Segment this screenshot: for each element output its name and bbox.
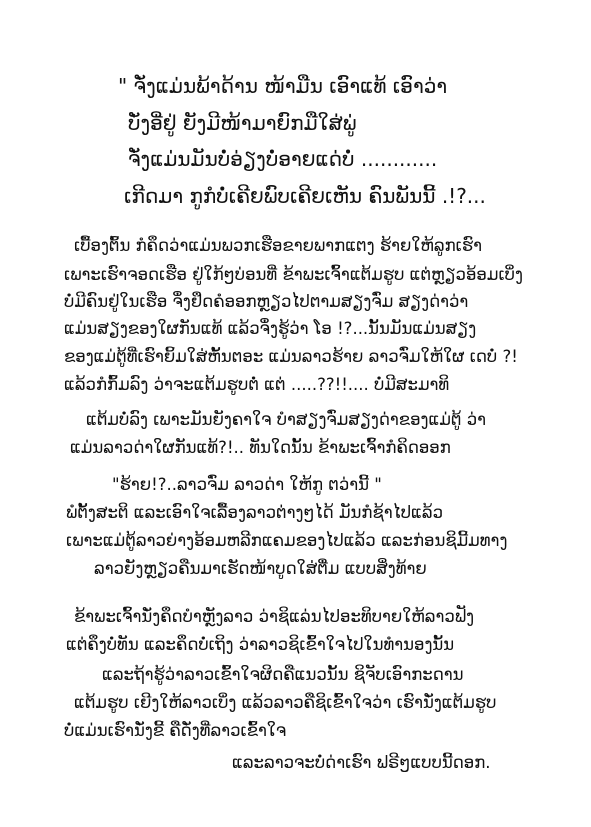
paragraph-2-quote: "ຮ້າຍ!?..ລາວຈົ່ມ ລາວດ່າ ໃຫ້ກູ ຕວ່ານີ້ " bbox=[112, 475, 382, 494]
paragraph-3-line-3: ແລະຖ້າຮູ້ວ່າລາວເຂົ້າໃຈຜິດຄືແນວນັ້ນ ຊິຈັບເອົາກະດານ bbox=[102, 665, 464, 684]
paragraph-1-line-3: ບໍ່ມີຄົນຢູ່ໃນເຮືອ ຈຶ່ງຢຶດຄໍອອກຫຼຽວໄປຕາມສຽງຈົ່ມ ສຽງດ່າວ່າ bbox=[64, 292, 469, 311]
paragraph-3-line-2: ແຕ່ຄຶງບໍ່ທັນ ແລະຄຶດບໍ່ເຖິງ ວ່າລາວຊິເຂົ້າໃຈໄປໃນທຳນອງນັ້ນ bbox=[66, 635, 455, 654]
poem-line-3: ຈັ່ງແມ່ນມັນບໍ່ອ່ຽງບໍ່ອາຍແດ່ບໍ່ ............ bbox=[128, 147, 438, 171]
paragraph-3-line-6: ແລະລາວຈະບໍ່ດ່າເຮົາ ຟຣີໆແບບນີ້ດອກ. bbox=[232, 753, 491, 772]
paragraph-1-line-4: ແມ່ນສຽງຂອງໃຜກັນແທ້ ແລ້ວຈຶ່ງຮູ້ວ່າ ໂອ !?...ນັ້ນມັນແມ່ນສຽງ bbox=[64, 319, 477, 338]
poem-line-2: ບັ່ງອີ່ຢູ່ ຍັງມີໜ້າມາຍົກມືໃສ່ພູ່ bbox=[128, 111, 357, 135]
paragraph-1-line-7: ແຕ້ມບໍ່ລົງ ເພາະມັນຍັງຄາໃຈ ບຳສຽງຈົ່ມສຽງດ່າຂອງແມ່ຕູ້ ວ່າ bbox=[86, 410, 487, 429]
paragraph-2-line-3: ລາວຍັງຫຼຽວຄືນມາເຮັດໜ້າບູດໃສ່ຕື່ມ ແບບສິ່ງທ້າຍ bbox=[94, 559, 427, 578]
paragraph-1-line-5: ຂອງແມ່ຕູ້ທີ່ເຮົາຍິ້ມໃສ່ຫັ້ນຕອະ ແມ່ນລາວຮ້າຍ ລາວຈົ່ມໃຫ້ໃຜ ເດບໍ່ ?! bbox=[64, 347, 518, 366]
paragraph-1-line-6: ແລ້ວກໍກົ້ມລົງ ວ່າຈະແຕ້ມຮູບຕໍ່ ແຕ່ .....??!!.... ບໍ່ມີສະມາທິ bbox=[64, 375, 450, 394]
paragraph-2-line-1: ພໍຕັ້ງສະຕິ ແລະເອົາໃຈເລື້ອງລາວຕ່າງໆໄດ້ ມັນກໍຊ້າໄປແລ້ວ bbox=[66, 503, 444, 522]
poem-line-1: " ຈັ່ງແມ່ນພ້າດ້ານ ໜ້າມືນ ເອົາແທ້ ເອົາວ່າ bbox=[118, 74, 448, 98]
paragraph-3-line-4: ແຕ້ມຮູບ ເຍີງໃຫ້ລາວເບິ່ງ ແລ້ວລາວຄືຊິເຂົ້າໃຈວ່າ ເຮົານັ່ງແຕ້ມຮູບ bbox=[74, 693, 497, 712]
poem-line-4: ເກີດມາ ກູກໍບໍ່ເຄີຍພົບເຄີຍເຫັນ ຄົນພັນນີ້ .!?... bbox=[124, 184, 486, 208]
paragraph-1-line-2: ເພາະເຮົາຈອດເຮືອ ຢູ່ໃກ້ໆບ່ອນທີ່ ຂ້າພະເຈົ້າແຕ້ມຮູບ ແຕ່ຫຼຽວອ້ອມເບິ່ງ bbox=[64, 265, 523, 284]
paragraph-3-line-1: ຂ້າພະເຈົ້ານັ່ງຄຶດບຳຫຼັງລາວ ວ່າຊິແລ່ນໄປອະທິບາຍໃຫ້ລາວຟັງ bbox=[74, 607, 475, 626]
paragraph-1-line-8: ແມ່ນລາວດ່າໃຜກັນແທ້?!.. ທັນໃດນັ້ນ ຂ້າພະເຈົ້າກໍຄິດອອກ bbox=[70, 438, 451, 457]
paragraph-2-line-2: ເພາະແມ່ຕູ້ລາວຍ່າງອ້ອມຫລີກແຄມຂອງໄປແລ້ວ ແລະກ່ອນຊິມີ້ມທາງ bbox=[66, 531, 508, 550]
paragraph-3-line-5: ບໍ່ແມ່ນເຮົານັ່ງຂີ້ ຄືດັ່ງທີ່ລາວເຂົ້າໃຈ bbox=[64, 721, 287, 740]
paragraph-1-line-1: ເບື້ອງຕົ້ນ ກໍຄຶດວ່າແມ່ນພວກເຮືອຂາຍພາກແຕງ ຮ້າຍໃຫ້ລູກເຮົາ bbox=[74, 236, 483, 255]
